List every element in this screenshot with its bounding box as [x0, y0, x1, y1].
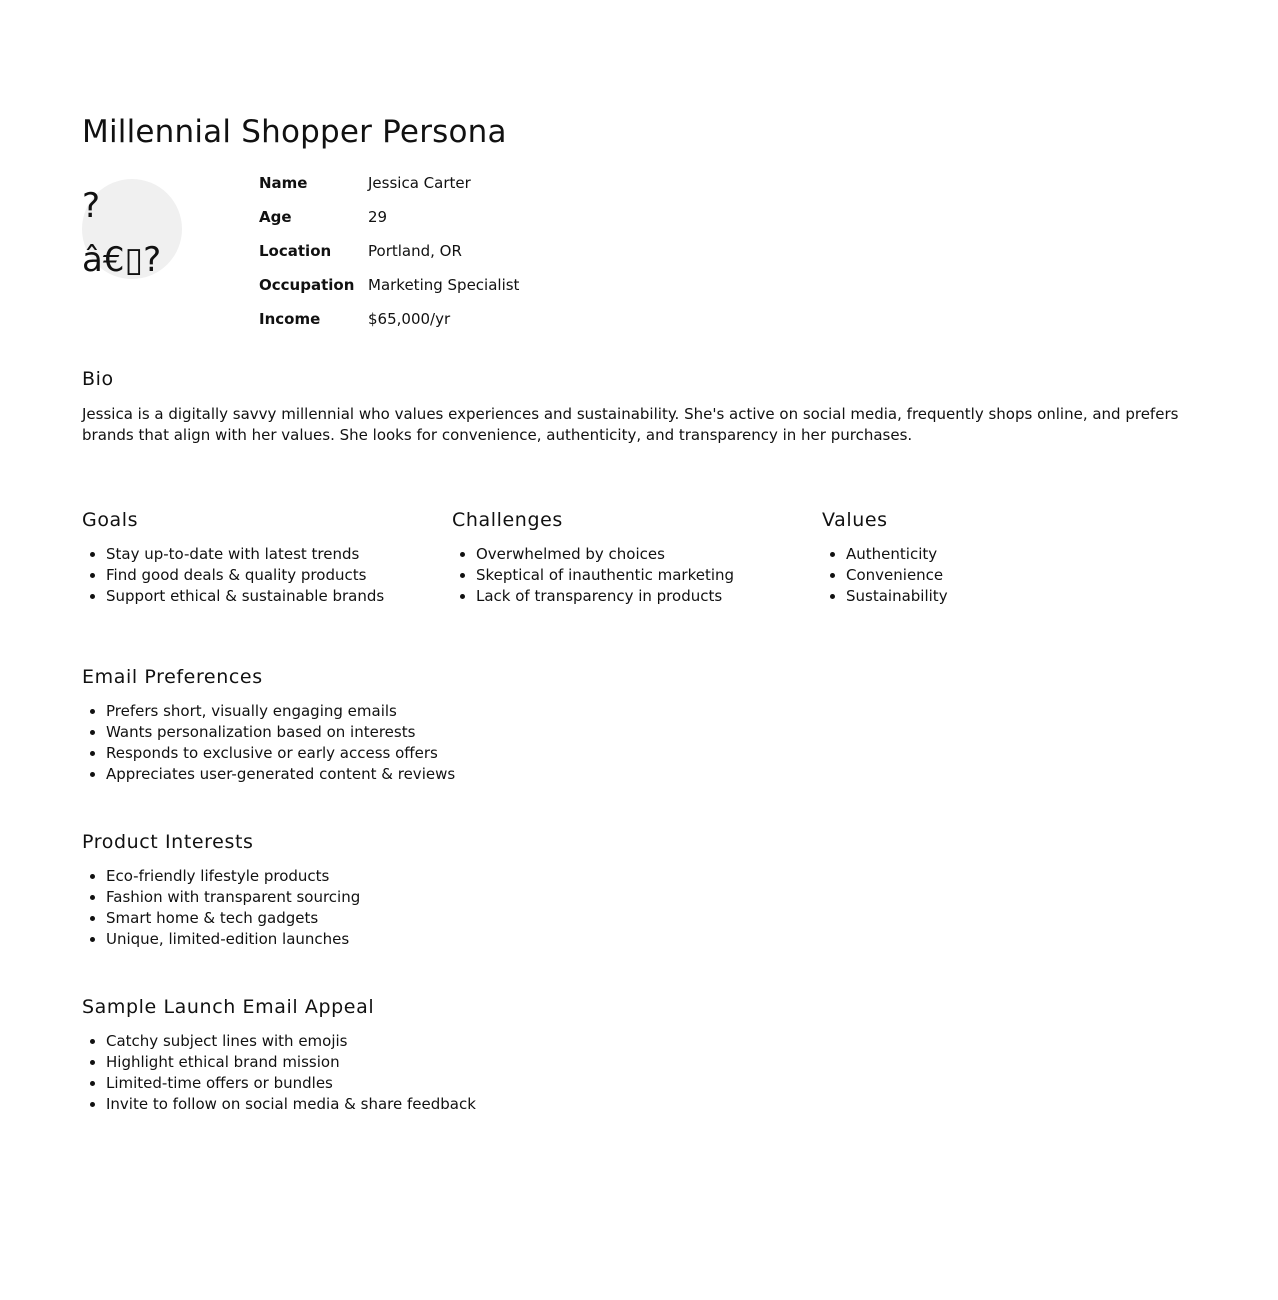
list-item: • Responds to exclusive or early access offers: [106, 743, 1192, 764]
profile-row-name: [259, 166, 519, 200]
list-item: • Lack of transparency in products: [476, 586, 822, 607]
profile-row-age: [259, 200, 519, 234]
values-list: [822, 544, 1192, 607]
challenges-list: [452, 544, 822, 607]
values-section: [822, 507, 1192, 607]
list-item: • Catchy subject lines with emojis: [106, 1031, 1192, 1052]
bio-section: [82, 366, 1192, 446]
profile-details-table: [259, 166, 519, 336]
list-item: • Prefers short, visually engaging emails: [106, 701, 1192, 722]
profile-row-occupation: [259, 268, 519, 302]
list-item: • Fashion with transparent sourcing: [106, 887, 1192, 908]
profile-label: Age: [259, 208, 292, 226]
email-preferences-list: [82, 701, 1192, 785]
profile-label: Occupation: [259, 276, 355, 294]
list-item: • Highlight ethical brand mission: [106, 1052, 1192, 1073]
list-item: • Sustainability: [846, 586, 1192, 607]
list-item: • Overwhelmed by choices: [476, 544, 822, 565]
list-item: • Skeptical of inauthentic marketing: [476, 565, 822, 586]
email-preferences-section: [82, 664, 1192, 785]
profile-value: Portland, OR: [368, 242, 462, 260]
list-item: • Find good deals & quality products: [106, 565, 452, 586]
list-item: • Convenience: [846, 565, 1192, 586]
profile-row-location: [259, 234, 519, 268]
launch-email-list: [82, 1031, 1192, 1115]
profile-value: $65,000/yr: [368, 310, 451, 328]
values-heading: Values: [822, 509, 888, 531]
product-interests-list: [82, 866, 1192, 950]
list-item: • Smart home & tech gadgets: [106, 908, 1192, 929]
profile-label: Location: [259, 242, 332, 260]
list-item: • Appreciates user-generated content & reviews: [106, 764, 1192, 785]
launch-email-section: [82, 994, 1192, 1115]
profile-row-income: [259, 302, 519, 336]
profile-label: Income: [259, 310, 321, 328]
list-item: • Eco-friendly lifestyle products: [106, 866, 1192, 887]
profile-label: Name: [259, 174, 308, 192]
persona-page: [82, 110, 1192, 1115]
challenges-heading: Challenges: [452, 509, 563, 531]
goals-section: [82, 507, 452, 607]
list-item: • Wants personalization based on interests: [106, 722, 1192, 743]
profile-value: Marketing Specialist: [368, 276, 520, 294]
goals-heading: Goals: [82, 509, 139, 531]
profile-value: Jessica Carter: [368, 174, 471, 192]
list-item: • Support ethical & sustainable brands: [106, 586, 452, 607]
persona-columns: [82, 507, 1192, 607]
challenges-section: [452, 507, 822, 607]
bio-text: Jessica is a digitally savvy millennial who values experiences and sustainability. She's active on social media, frequently shops online, and prefers brands that align with her values. She looks for convenience, authenticity, and transparency in her purchases.: [82, 405, 1179, 444]
product-interests-section: [82, 829, 1192, 950]
list-item: • Limited-time offers or bundles: [106, 1073, 1192, 1094]
bio-heading: Bio: [82, 368, 114, 390]
launch-email-heading: Sample Launch Email Appeal: [82, 996, 375, 1018]
profile-value: 29: [368, 208, 388, 226]
product-interests-heading: Product Interests: [82, 831, 254, 853]
goals-list: [82, 544, 452, 607]
list-item: • Unique, limited-edition launches: [106, 929, 1192, 950]
page-title: Millennial Shopper Persona: [82, 114, 507, 150]
list-item: • Stay up-to-date with latest trends: [106, 544, 452, 565]
profile-section: [82, 166, 1192, 366]
avatar: [82, 179, 182, 279]
list-item: • Authenticity: [846, 544, 1192, 565]
avatar-glyph: ? â€▯?: [82, 186, 162, 280]
email-preferences-heading: Email Preferences: [82, 666, 263, 688]
list-item: • Invite to follow on social media & share feedback: [106, 1094, 1192, 1115]
